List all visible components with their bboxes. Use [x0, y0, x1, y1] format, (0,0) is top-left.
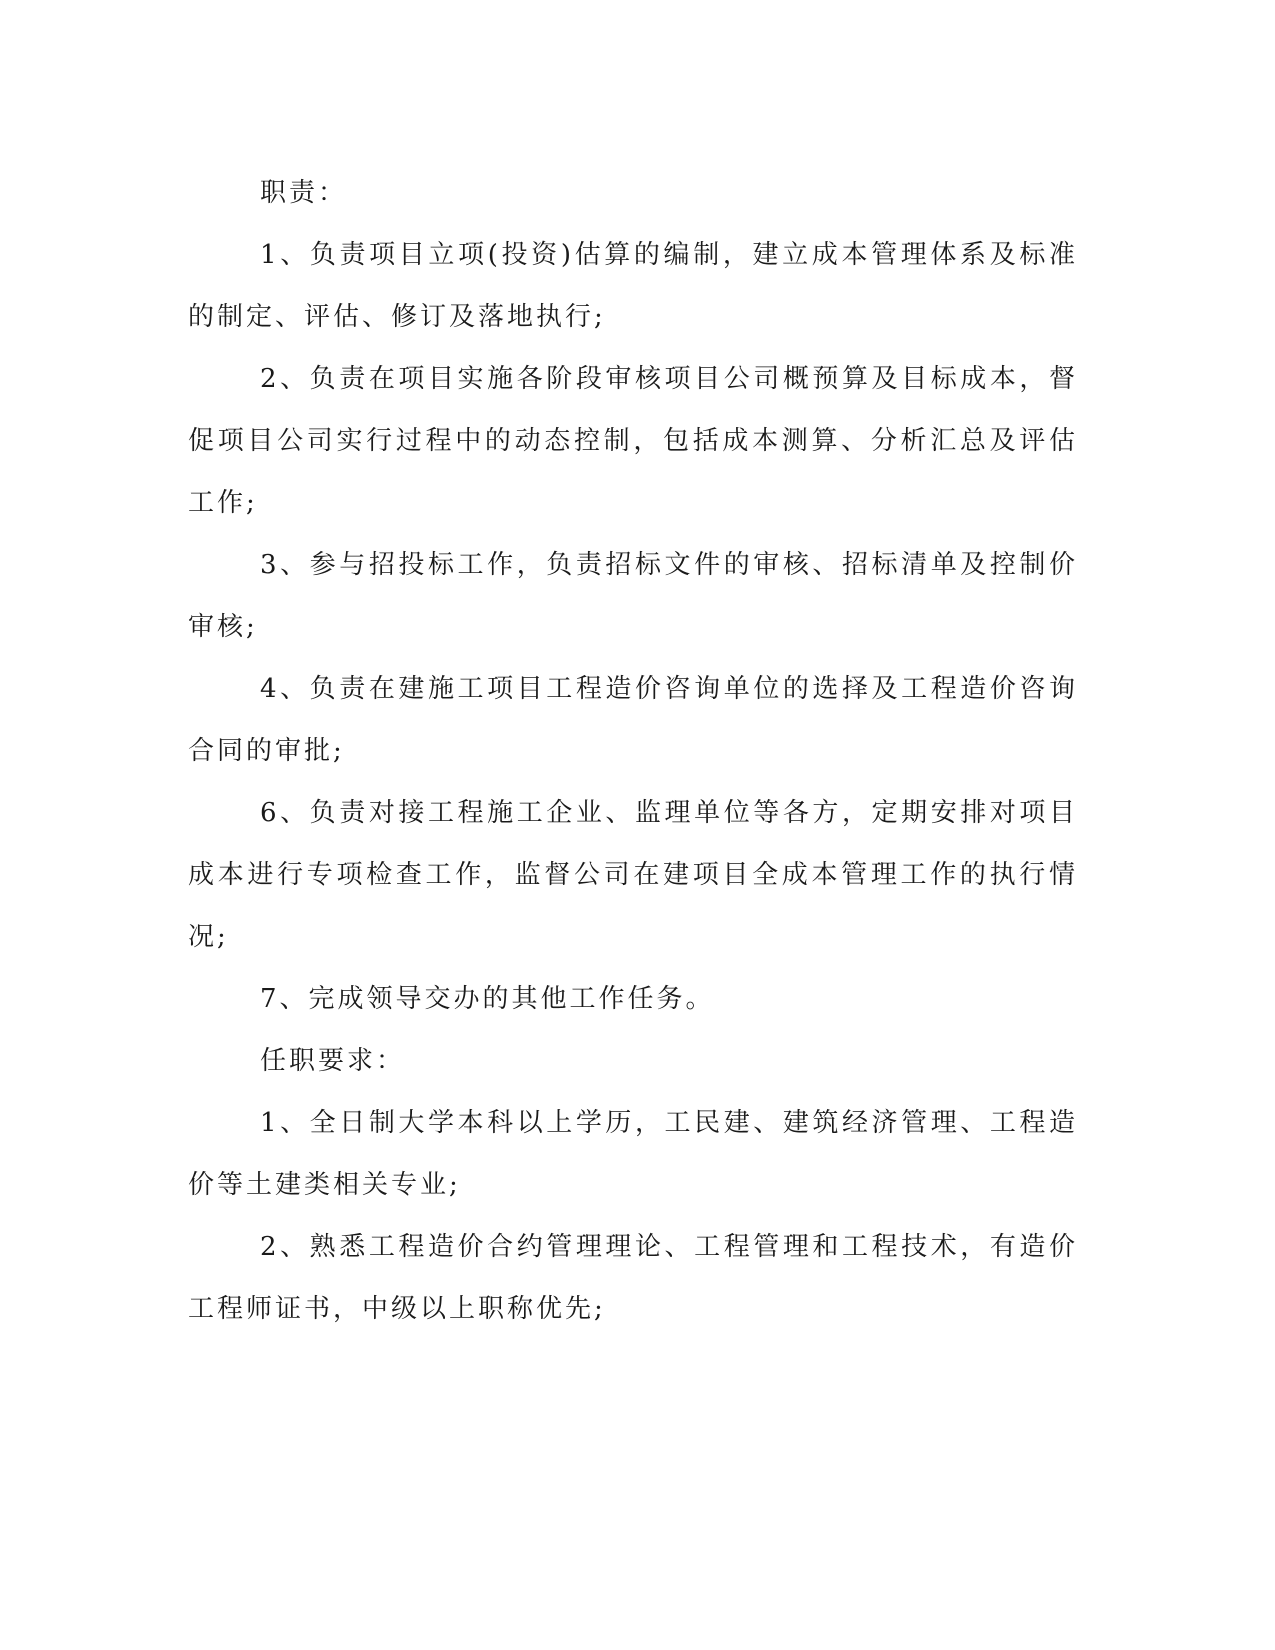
requirement-item-1: 1、全日制大学本科以上学历，工民建、建筑经济管理、工程造价等土建类相关专业; [188, 1108, 1078, 1200]
requirement-item-2: 2、熟悉工程造价合约管理理论、工程管理和工程技术，有造价工程师证书，中级以上职称优先; [188, 1232, 1078, 1324]
section-heading-requirements: 任职要求： [260, 1046, 406, 1076]
duty-item-7: 7、完成领导交办的其他工作任务。 [260, 984, 715, 1014]
section-heading-duties: 职责： [260, 178, 348, 208]
duty-item-4: 4、负责在建施工项目工程造价咨询单位的选择及工程造价咨询合同的审批; [188, 674, 1078, 766]
duty-item-6: 6、负责对接工程施工企业、监理单位等各方，定期安排对项目成本进行专项检查工作，监督公司在建项目全成本管理工作的执行情况; [188, 798, 1078, 952]
document-body [188, 162, 1078, 1340]
duty-item-3: 3、参与招投标工作，负责招标文件的审核、招标清单及控制价审核; [188, 550, 1078, 642]
duty-item-1: 1、负责项目立项(投资)估算的编制，建立成本管理体系及标准的制定、评估、修订及落地执行; [188, 240, 1078, 332]
duty-item-2: 2、负责在项目实施各阶段审核项目公司概预算及目标成本，督促项目公司实行过程中的动态控制，包括成本测算、分析汇总及评估工作; [188, 364, 1078, 518]
